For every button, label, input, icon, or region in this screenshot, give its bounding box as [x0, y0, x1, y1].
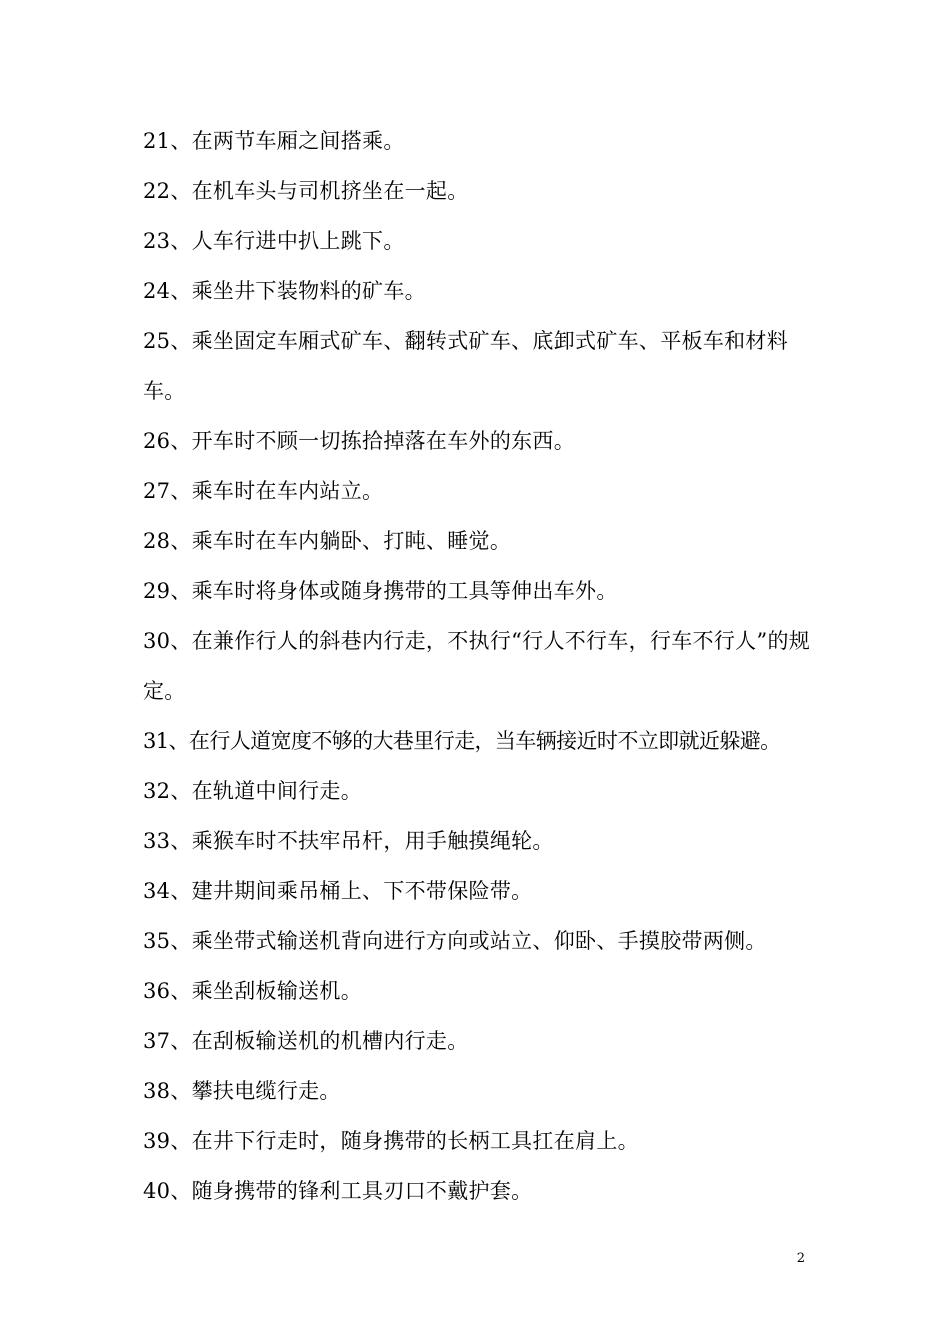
list-item: 28、乘车时在车内躺卧、打盹、睡觉。 [143, 529, 512, 553]
list-item: 21、在两节车厢之间搭乘。 [143, 129, 405, 153]
list-item: 33、乘猴车时不扶牢吊杆，用手触摸绳轮。 [143, 829, 554, 853]
list-item: 34、建井期间乘吊桶上、下不带保险带。 [143, 879, 533, 903]
list-item: 37、在刮板输送机的机槽内行走。 [143, 1029, 469, 1053]
list-item: 32、在轨道中间行走。 [143, 779, 363, 803]
list-item: 40、随身携带的锋利工具刃口不戴护套。 [143, 1179, 533, 1203]
list-item: 35、乘坐带式输送机背向进行方向或站立、仰卧、手摸胶带两侧。 [143, 929, 767, 953]
list-item: 29、乘车时将身体或随身携带的工具等伸出车外。 [143, 579, 618, 603]
list-item: 25、乘坐固定车厢式矿车、翻转式矿车、底卸式矿车、平板车和材料车。 [143, 329, 789, 403]
list-item: 38、攀扶电缆行走。 [143, 1079, 341, 1103]
rule-list [143, 116, 811, 1216]
list-item: 23、人车行进中扒上跳下。 [143, 229, 405, 253]
list-item: 24、乘坐井下装物料的矿车。 [143, 279, 426, 303]
list-item: 30、在兼作行人的斜巷内行走，不执行“行人不行车，行车不行人”的规定。 [143, 629, 811, 703]
list-item: 27、乘车时在车内站立。 [143, 479, 384, 503]
list-item: 26、开车时不顾一切拣拾掉落在车外的东西。 [143, 429, 576, 453]
list-item: 22、在机车头与司机挤坐在一起。 [143, 179, 469, 203]
list-item: 39、在井下行走时，随身携带的长柄工具扛在肩上。 [143, 1129, 639, 1153]
page-number: 2 [796, 1251, 805, 1266]
list-item: 31、在行人道宽度不够的大巷里行走，当车辆接近时不立即就近躲避。 [143, 729, 781, 753]
list-item: 36、乘坐刮板输送机。 [143, 979, 363, 1003]
